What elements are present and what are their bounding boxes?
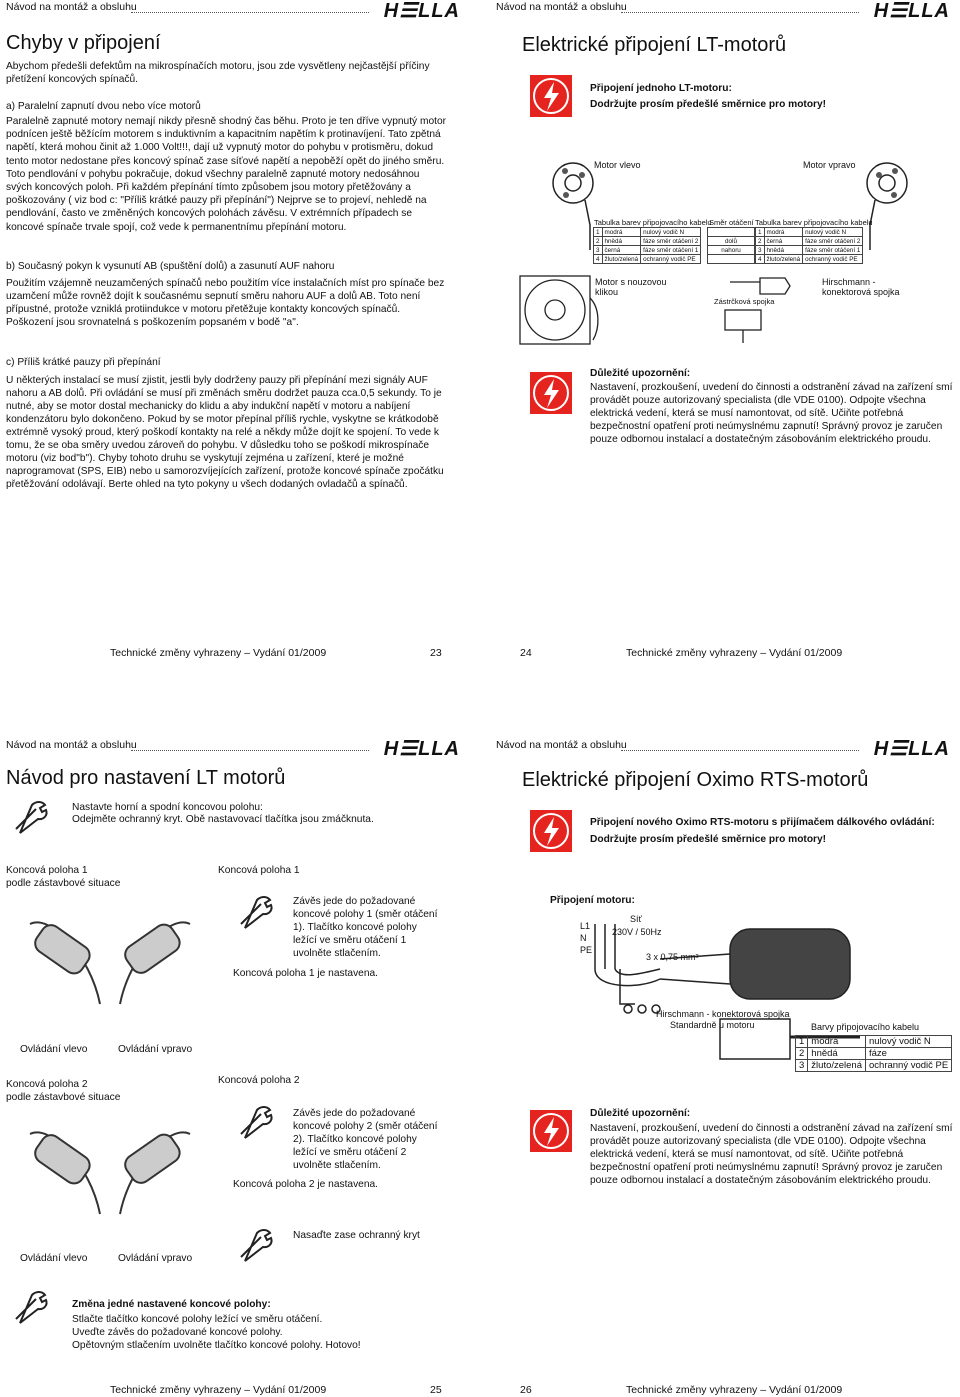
end-pos-1-heading-right: Koncová poloha 1 — [218, 865, 300, 876]
end-pos-1-text: Závěs jede do požadované koncové polohy 1 (směr otáčení 1). Tlačítko koncové polohy ležící ve směru otáčení 1 uvolněte stlačením. — [293, 896, 438, 959]
motor-right-label: Motor vpravo — [803, 160, 856, 170]
color-table-left-cell: fáze směr otáčení 2 — [641, 237, 701, 246]
color-table-right-row — [756, 228, 863, 237]
color-table-right-cell: 2 — [756, 237, 765, 246]
header-dots — [131, 12, 369, 13]
page-title: Návod pro nastavení LT motorů — [6, 767, 286, 789]
color-table-right-cell: modrá — [764, 228, 803, 237]
n-label: N — [580, 933, 587, 943]
color-table-right-cell: ochranný vodič PE — [803, 255, 863, 264]
color-table-right-cell: nulový vodič N — [803, 228, 863, 237]
cable-label: 3 x 0,75 mm² — [646, 952, 699, 962]
header-text: Návod na montáž a obsluhu — [496, 1, 627, 13]
section-a-text: Paralelně zapnuté motory nemají nikdy přesně shodný čas běhu. Proto je ten dříve vypnutý motor podnícen ještě běžícím motorem s induktivním a kapacitním napětím k protinavíjení. Tato zpětná napětí, která mohou činit až 1.000 Volt!!!, dají už vypnutý motor do pohybu v protisměru, dokud tento motor nedostane přes koncový spínač zase síťové napětí a nepoběží opět do jiného směru. Toto pendlování v pohybu pokračuje, dokud všechny paralelně zapnuté motory nedosáhnou svých koncových poloh. Při každém přepínání tímto způsobem jsou motory přetěžovány a poškozovány ( viz bod c: "Příliš krátké pauzy při přepínání") Nejprve se to projeví, nehledě na pendlování, často ve změněných koncových polohách závěsu. V extrémních případech se koncové spínače trvale spojí, což vede k permanentnímu přepínání motoru. — [6, 116, 447, 233]
table-left-head: Tabulka barev připojovacího kabelu — [594, 218, 712, 227]
color-table-right-cell: 1 — [756, 228, 765, 237]
color-table-right-cell: černá — [764, 237, 803, 246]
wrench-icon — [10, 799, 52, 835]
end-pos-1-done: Koncová poloha 1 je nastavena. — [233, 968, 378, 979]
color-table-left-cell: fáze směr otáčení 1 — [641, 246, 701, 255]
end-pos-2-text: Závěs jede do požadované koncové polohy 2 (směr otáčení 2). Tlačítko koncové polohy ležící ve směru otáčení 2 uvolněte stlačením. — [293, 1108, 438, 1171]
cable-color-table-cell: modrá — [808, 1036, 866, 1048]
page-header — [6, 699, 464, 760]
standard-label: Standardně u motoru — [670, 1020, 755, 1030]
direction-table-cell: nahoru — [708, 246, 755, 255]
cable-color-table-cell: fáze — [866, 1048, 952, 1060]
hirschmann-label: Hirschmann - konektorová spojka — [656, 1009, 790, 1019]
color-table-left-row — [594, 228, 701, 237]
direction-table-cell — [708, 255, 755, 264]
page-title: Elektrické připojení Oximo RTS-motorů — [522, 769, 869, 791]
subheading-2: Dodržujte prosím předešlé směrnice pro motory! — [590, 99, 827, 110]
hella-logo: H☰LLA — [383, 0, 460, 22]
change-heading: Změna jedné nastavené koncové polohy: — [72, 1299, 271, 1310]
cable-color-table-cell: 2 — [796, 1048, 808, 1060]
warning-text: Nastavení, prozkoušení, uvedení do činnosti a odstranění závad na zařízení smí provádět pouze autorizovaný specialista (dle VDE 0100). Odpojte všechna elektrická vedení, která se musí namontovat, od sítě. Učiňte potřebná bezpečnostní opatření proti neúmyslnému zapnutí! Správný provoz je zaručen pouze odbornou instalací a dostatečným zásobováním elektrického proudu. — [590, 1123, 953, 1186]
wrench-icon — [235, 894, 277, 930]
page-number: 24 — [520, 647, 532, 659]
section-c-text: U některých instalací se musí zjistit, jestli byly dodrženy pauzy při přepínání mezi signály AUF nahoru a AB dolů. Při ovládání se musí při změnách směru dodržet pauza cca.0,5 sekundy. To je nutné, aby se motor dostal mechanicky do klidu a aby indukční napětí v motoru a nabíjení kondenzátoru bylo dokončeno. Pokud by se motor přepínal příliš rychle, vyskytne se krátkodobě extrémně vysoký proud, který poškodí kontakty na relé a někdy může dojít ke spojení. To vede k tomu, že se oba směry uvedou zároveň do pohybu. V důsledku toho se poškodí mikrospínače motoru (viz bod"b"). Chyby tohoto druhu se vyskytují zejména u zařízení, které je možné naprogramovat (SPS, EIB) nebo u samorozvíjejících zařízení, protože koncové spínače zpočátku přetěžování odolávají. Berte ohled na tyto pokyny u všech dodaných ovladačů a spínačů. — [6, 375, 444, 490]
color-table-left-cell: 2 — [594, 237, 603, 246]
hirschmann-label: Hirschmann - konektorová spojka — [822, 277, 900, 297]
color-table-right-row — [756, 246, 863, 255]
header-text: Návod na montáž a obsluhu — [6, 739, 137, 751]
footer-text: Technické změny vyhrazeny – Vydání 01/2009 — [626, 647, 843, 659]
crank-motor-label: Motor s nouzovou klikou — [595, 277, 667, 297]
direction-table-row — [708, 255, 755, 264]
voltage-label: 230V / 50Hz — [612, 927, 662, 937]
end-pos-1-heading: Koncová poloha 1 — [6, 865, 88, 876]
net-label: Síť — [630, 914, 642, 924]
page-24 — [490, 0, 960, 698]
footer-text: Technické změny vyhrazeny – Vydání 01/2009 — [110, 647, 327, 659]
left-control-label: Ovládání vlevo — [20, 1044, 88, 1055]
color-table-left-cell: 4 — [594, 255, 603, 264]
change-step-2: Uveďte závěs do požadované koncové polohy. — [72, 1327, 283, 1338]
page-number: 23 — [430, 647, 442, 659]
table-mid-head: Směr otáčení — [709, 218, 754, 227]
direction-table — [707, 227, 755, 264]
color-table-left-cell: 1 — [594, 228, 603, 237]
warning-heading: Důležité upozornění: — [590, 1108, 691, 1119]
table-right-head: Tabulka barev připojovacího kabelu — [755, 218, 873, 227]
hella-logo: H☰LLA — [383, 738, 460, 760]
plug-coupling-label: Zástrčková spojka — [714, 297, 775, 306]
warning-icon — [530, 75, 572, 117]
pe-label: PE — [580, 945, 593, 955]
cable-color-table-row — [796, 1048, 952, 1060]
page-25 — [0, 699, 470, 1397]
color-table-right-cell: žluto/zelená — [764, 255, 803, 264]
color-table-right — [755, 227, 863, 264]
cover-text: Nasaďte zase ochranný kryt — [293, 1230, 420, 1241]
header-text: Návod na montáž a obsluhu — [6, 1, 137, 13]
color-table-left-cell: černá — [602, 246, 641, 255]
motor-illustration-2 — [10, 1104, 210, 1244]
wrench-icon — [235, 1227, 277, 1263]
page-number: 26 — [520, 1384, 532, 1396]
cable-color-table-cell: žluto/zelená — [808, 1060, 866, 1072]
color-table-left-row — [594, 255, 701, 264]
setup-step-2: Odejměte ochranný kryt. Obě nastavovací tlačítka jsou zmáčknuta. — [72, 814, 374, 825]
color-table-left-cell: žluto/zelená — [602, 255, 641, 264]
color-table-right-row — [756, 255, 863, 264]
warning-heading: Důležité upozornění: — [590, 368, 691, 379]
section-a-heading: a) Paralelní zapnutí dvou nebo více motorů — [6, 101, 201, 112]
color-table-right-cell: fáze směr otáčení 2 — [803, 237, 863, 246]
page-header — [496, 699, 954, 760]
color-table-left — [593, 227, 701, 264]
direction-table-row — [708, 228, 755, 237]
warning-text: Nastavení, prozkoušení, uvedení do činnosti a odstranění závad na zařízení smí provádět pouze autorizovaný specialista (dle VDE 0100). Odpojte všechna elektrická vedení, která se musí namontovat, od sítě. Učiňte potřebná bezpečnostní opatření proti neúmyslnému zapnutí! Správný provoz je zaručen pouze odbornou instalací a dostatečným zásobováním elektrického proudu. — [590, 382, 953, 445]
change-step-3: Opětovným stlačením uvolněte tlačítko koncové polohy. Hotovo! — [72, 1340, 361, 1351]
subheading-2: Dodržujte prosím předešlé směrnice pro motory! — [590, 834, 827, 845]
header-dots — [131, 750, 369, 751]
end-pos-2-heading-right: Koncová poloha 2 — [218, 1075, 300, 1086]
page-header — [6, 0, 464, 22]
color-table-right-cell: fáze směr otáčení 1 — [803, 246, 863, 255]
end-pos-2-done: Koncová poloha 2 je nastavena. — [233, 1179, 378, 1190]
footer-text: Technické změny vyhrazeny – Vydání 01/2009 — [110, 1384, 327, 1396]
color-table-left-row — [594, 246, 701, 255]
warning-icon — [530, 372, 572, 414]
wrench-icon — [10, 1289, 52, 1325]
hella-logo: H☰LLA — [873, 738, 950, 760]
motor-illustration-1 — [10, 894, 210, 1034]
color-table-left-cell: hnědá — [602, 237, 641, 246]
direction-table-row — [708, 237, 755, 246]
color-table-left-cell: 3 — [594, 246, 603, 255]
color-table-left-cell: ochranný vodič PE — [641, 255, 701, 264]
warning-icon — [530, 810, 572, 852]
change-step-1: Stlačte tlačítko koncové polohy ležící ve směru otáčení. — [72, 1314, 323, 1325]
cable-color-table-cell: hnědá — [808, 1048, 866, 1060]
end-pos-2-sub: podle zástavbové situace — [6, 1092, 121, 1103]
section-c-heading: c) Příliš krátké pauzy při přepínání — [6, 357, 161, 368]
section-b-text: Použitím vzájemně neuzamčených spínačů nebo použitím více instalačních míst pro spínače bez uzamčení může rovněž dojít k současnému sepnutí směru nahoru AUF a dolů AB. Toto není přípustné, protože vzniklá protiindukce v motoru přetěžuje kontakty koncových spínačů. Poškození jsou srovnatelná s poškozením popsaném v bodě "a". — [6, 278, 445, 328]
left-control-label-2: Ovládání vlevo — [20, 1253, 88, 1264]
direction-table-cell — [708, 228, 755, 237]
color-table-right-row — [756, 237, 863, 246]
colors-heading: Barvy připojovacího kabelu — [811, 1022, 920, 1032]
intro-text: Abychom předešli defektům na mikrospínačích motoru, jsou zde vysvětleny nejčastější příčiny přetížení koncových spínačů. — [6, 61, 430, 85]
cable-color-table-cell: nulový vodič N — [866, 1036, 952, 1048]
header-dots — [621, 750, 859, 751]
color-table-left-cell: nulový vodič N — [641, 228, 701, 237]
page-header — [496, 0, 954, 22]
wrench-icon — [235, 1104, 277, 1140]
page-23 — [0, 0, 470, 698]
setup-step-1: Nastavte horní a spodní koncovou polohu: — [72, 802, 263, 813]
end-pos-1-sub: podle zástavbové situace — [6, 878, 121, 889]
header-dots — [621, 12, 859, 13]
right-control-label: Ovládání vpravo — [118, 1044, 193, 1055]
subheading-1: Připojení nového Oximo RTS-motoru s přijímačem dálkového ovládání: — [590, 817, 935, 828]
hella-logo: H☰LLA — [873, 0, 950, 22]
l1-label: L1 — [580, 921, 591, 931]
direction-table-row — [708, 246, 755, 255]
cable-color-table-row — [796, 1060, 952, 1072]
section-b-heading: b) Současný pokyn k vysunutí AB (spuštění dolů) a zasunutí AUF nahoru — [6, 261, 335, 272]
cable-color-table-cell: 3 — [796, 1060, 808, 1072]
header-text: Návod na montáž a obsluhu — [496, 739, 627, 751]
cable-color-table-row — [796, 1036, 952, 1048]
end-pos-2-heading: Koncová poloha 2 — [6, 1079, 88, 1090]
color-table-left-cell: modrá — [602, 228, 641, 237]
right-control-label-2: Ovládání vpravo — [118, 1253, 193, 1264]
footer-text: Technické změny vyhrazeny – Vydání 01/2009 — [626, 1384, 843, 1396]
cable-color-table — [795, 1035, 952, 1072]
page-title: Chyby v připojení — [6, 32, 161, 54]
color-table-right-cell: hnědá — [764, 246, 803, 255]
motor-left-label: Motor vlevo — [594, 160, 641, 170]
color-table-right-cell: 3 — [756, 246, 765, 255]
color-table-left-row — [594, 237, 701, 246]
warning-icon — [530, 1110, 572, 1152]
subheading-1: Připojení jednoho LT-motoru: — [590, 83, 732, 94]
cable-color-table-cell: 1 — [796, 1036, 808, 1048]
color-table-right-cell: 4 — [756, 255, 765, 264]
page-26 — [490, 699, 960, 1397]
page-title: Elektrické připojení LT-motorů — [522, 34, 787, 56]
page-number: 25 — [430, 1384, 442, 1396]
cable-color-table-cell: ochranný vodič PE — [866, 1060, 952, 1072]
direction-table-cell: dolů — [708, 237, 755, 246]
connection-heading: Připojení motoru: — [550, 895, 635, 906]
